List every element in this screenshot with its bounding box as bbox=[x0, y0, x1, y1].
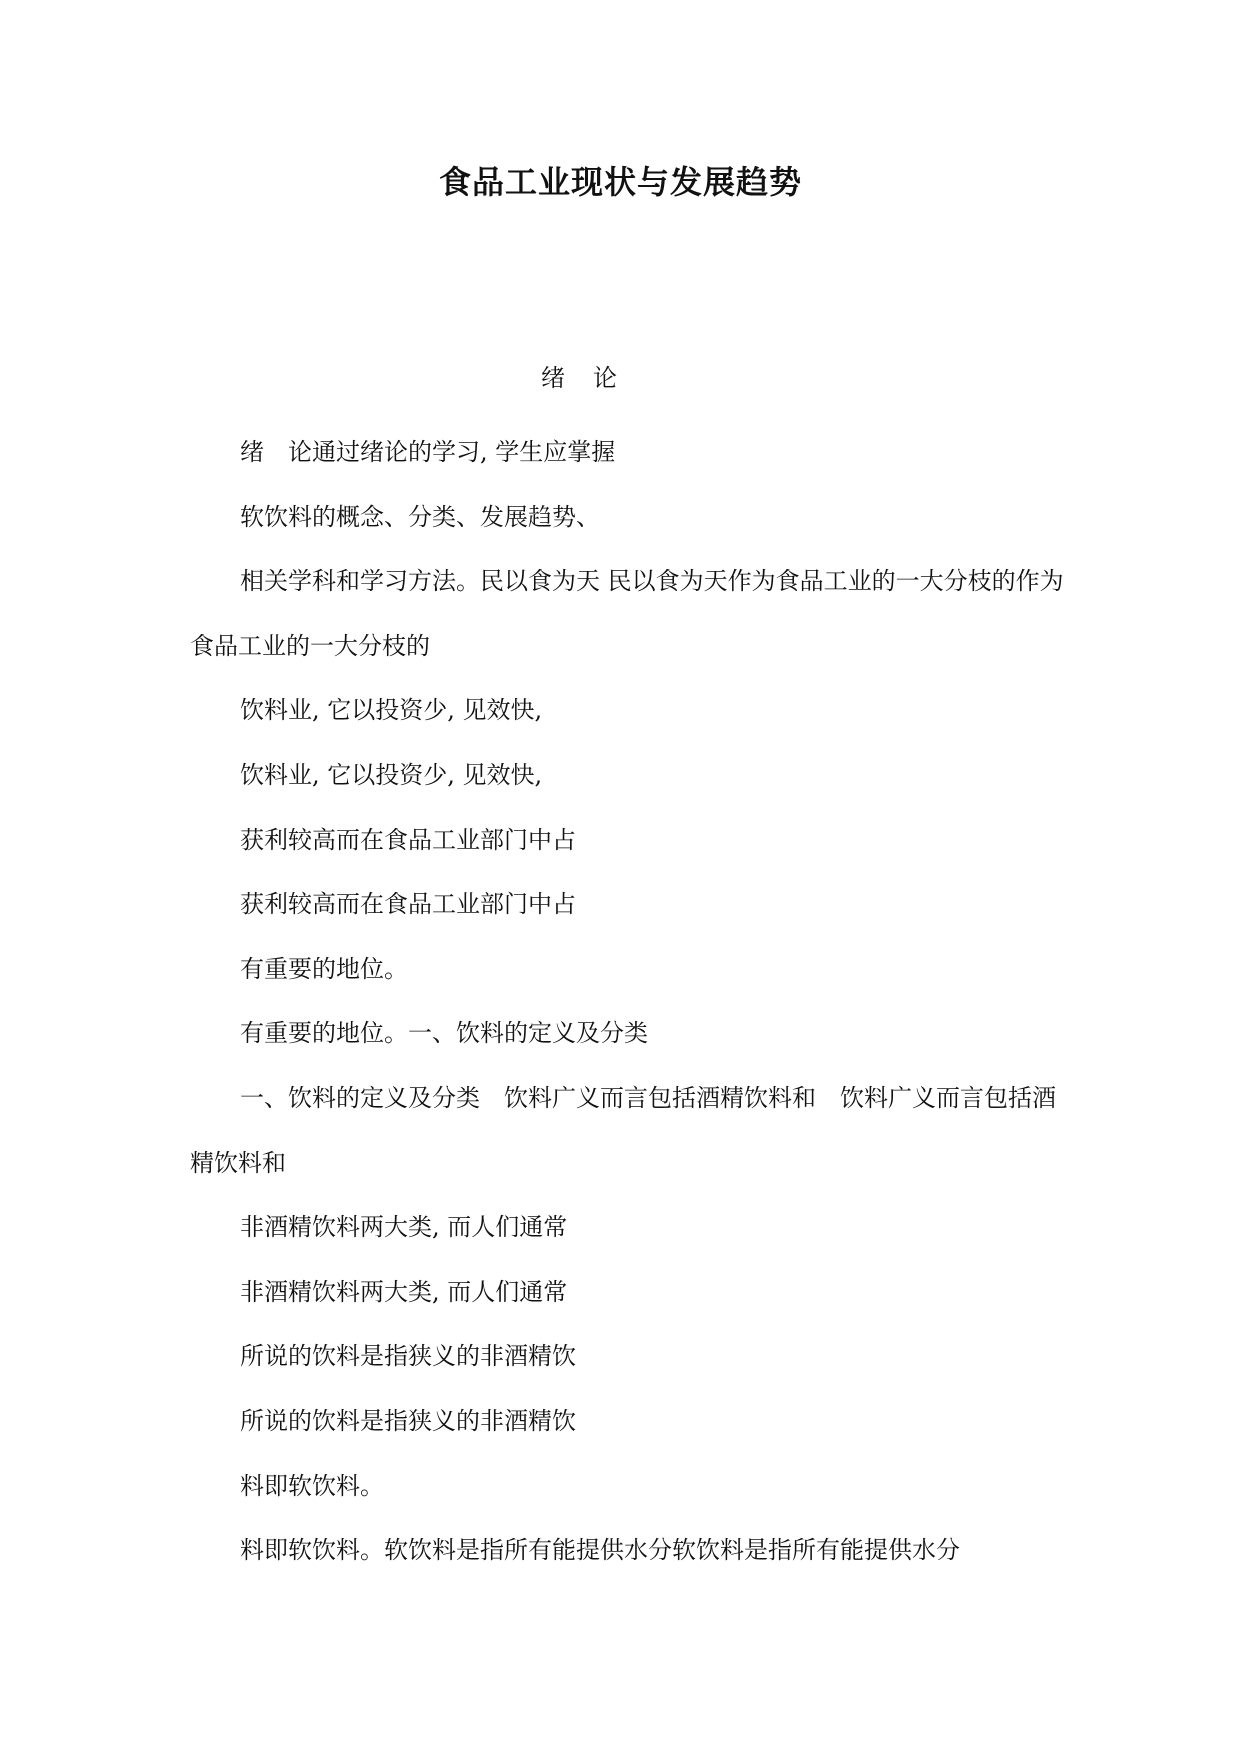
paragraph: 饮料业, 它以投资少, 见效快, bbox=[240, 696, 543, 725]
paragraph: 非酒精饮料两大类, 而人们通常 bbox=[240, 1277, 568, 1306]
section-heading-right: 论 bbox=[593, 364, 619, 392]
paragraph: 一、饮料的定义及分类 饮料广义而言包括酒精饮料和 饮料广义而言包括酒精饮料和 bbox=[190, 1083, 1056, 1177]
section-heading-left: 绪 bbox=[541, 364, 567, 392]
paragraph: 料即软饮料。软饮料是指所有能提供水分软饮料是指所有能提供水分 bbox=[240, 1536, 960, 1565]
paragraph: 饮料业, 它以投资少, 见效快, bbox=[240, 760, 543, 789]
paragraph: 相关学科和学习方法。民以食为天 民以食为天作为食品工业的一大分枝的作为食品工业的一大分枝的 bbox=[190, 567, 1064, 660]
paragraph: 绪 论通过绪论的学习, 学生应掌握 bbox=[240, 438, 616, 466]
paragraph: 所说的饮料是指狭义的非酒精饮 bbox=[240, 1342, 576, 1371]
paragraph: 有重要的地位。一、饮料的定义及分类 bbox=[240, 1019, 648, 1048]
document-title: 食品工业现状与发展趋势 bbox=[438, 163, 802, 201]
paragraph: 获利较高而在食品工业部门中占 bbox=[240, 890, 576, 919]
document-body bbox=[190, 420, 1070, 1583]
paragraph: 料即软饮料。 bbox=[240, 1471, 384, 1500]
section-heading bbox=[0, 360, 1160, 396]
paragraph: 所说的饮料是指狭义的非酒精饮 bbox=[240, 1406, 576, 1435]
paragraph: 有重要的地位。 bbox=[240, 954, 408, 983]
paragraph: 非酒精饮料两大类, 而人们通常 bbox=[240, 1213, 568, 1242]
paragraph: 软饮料的概念、分类、发展趋势、 bbox=[240, 502, 600, 531]
paragraph: 获利较高而在食品工业部门中占 bbox=[240, 825, 576, 854]
